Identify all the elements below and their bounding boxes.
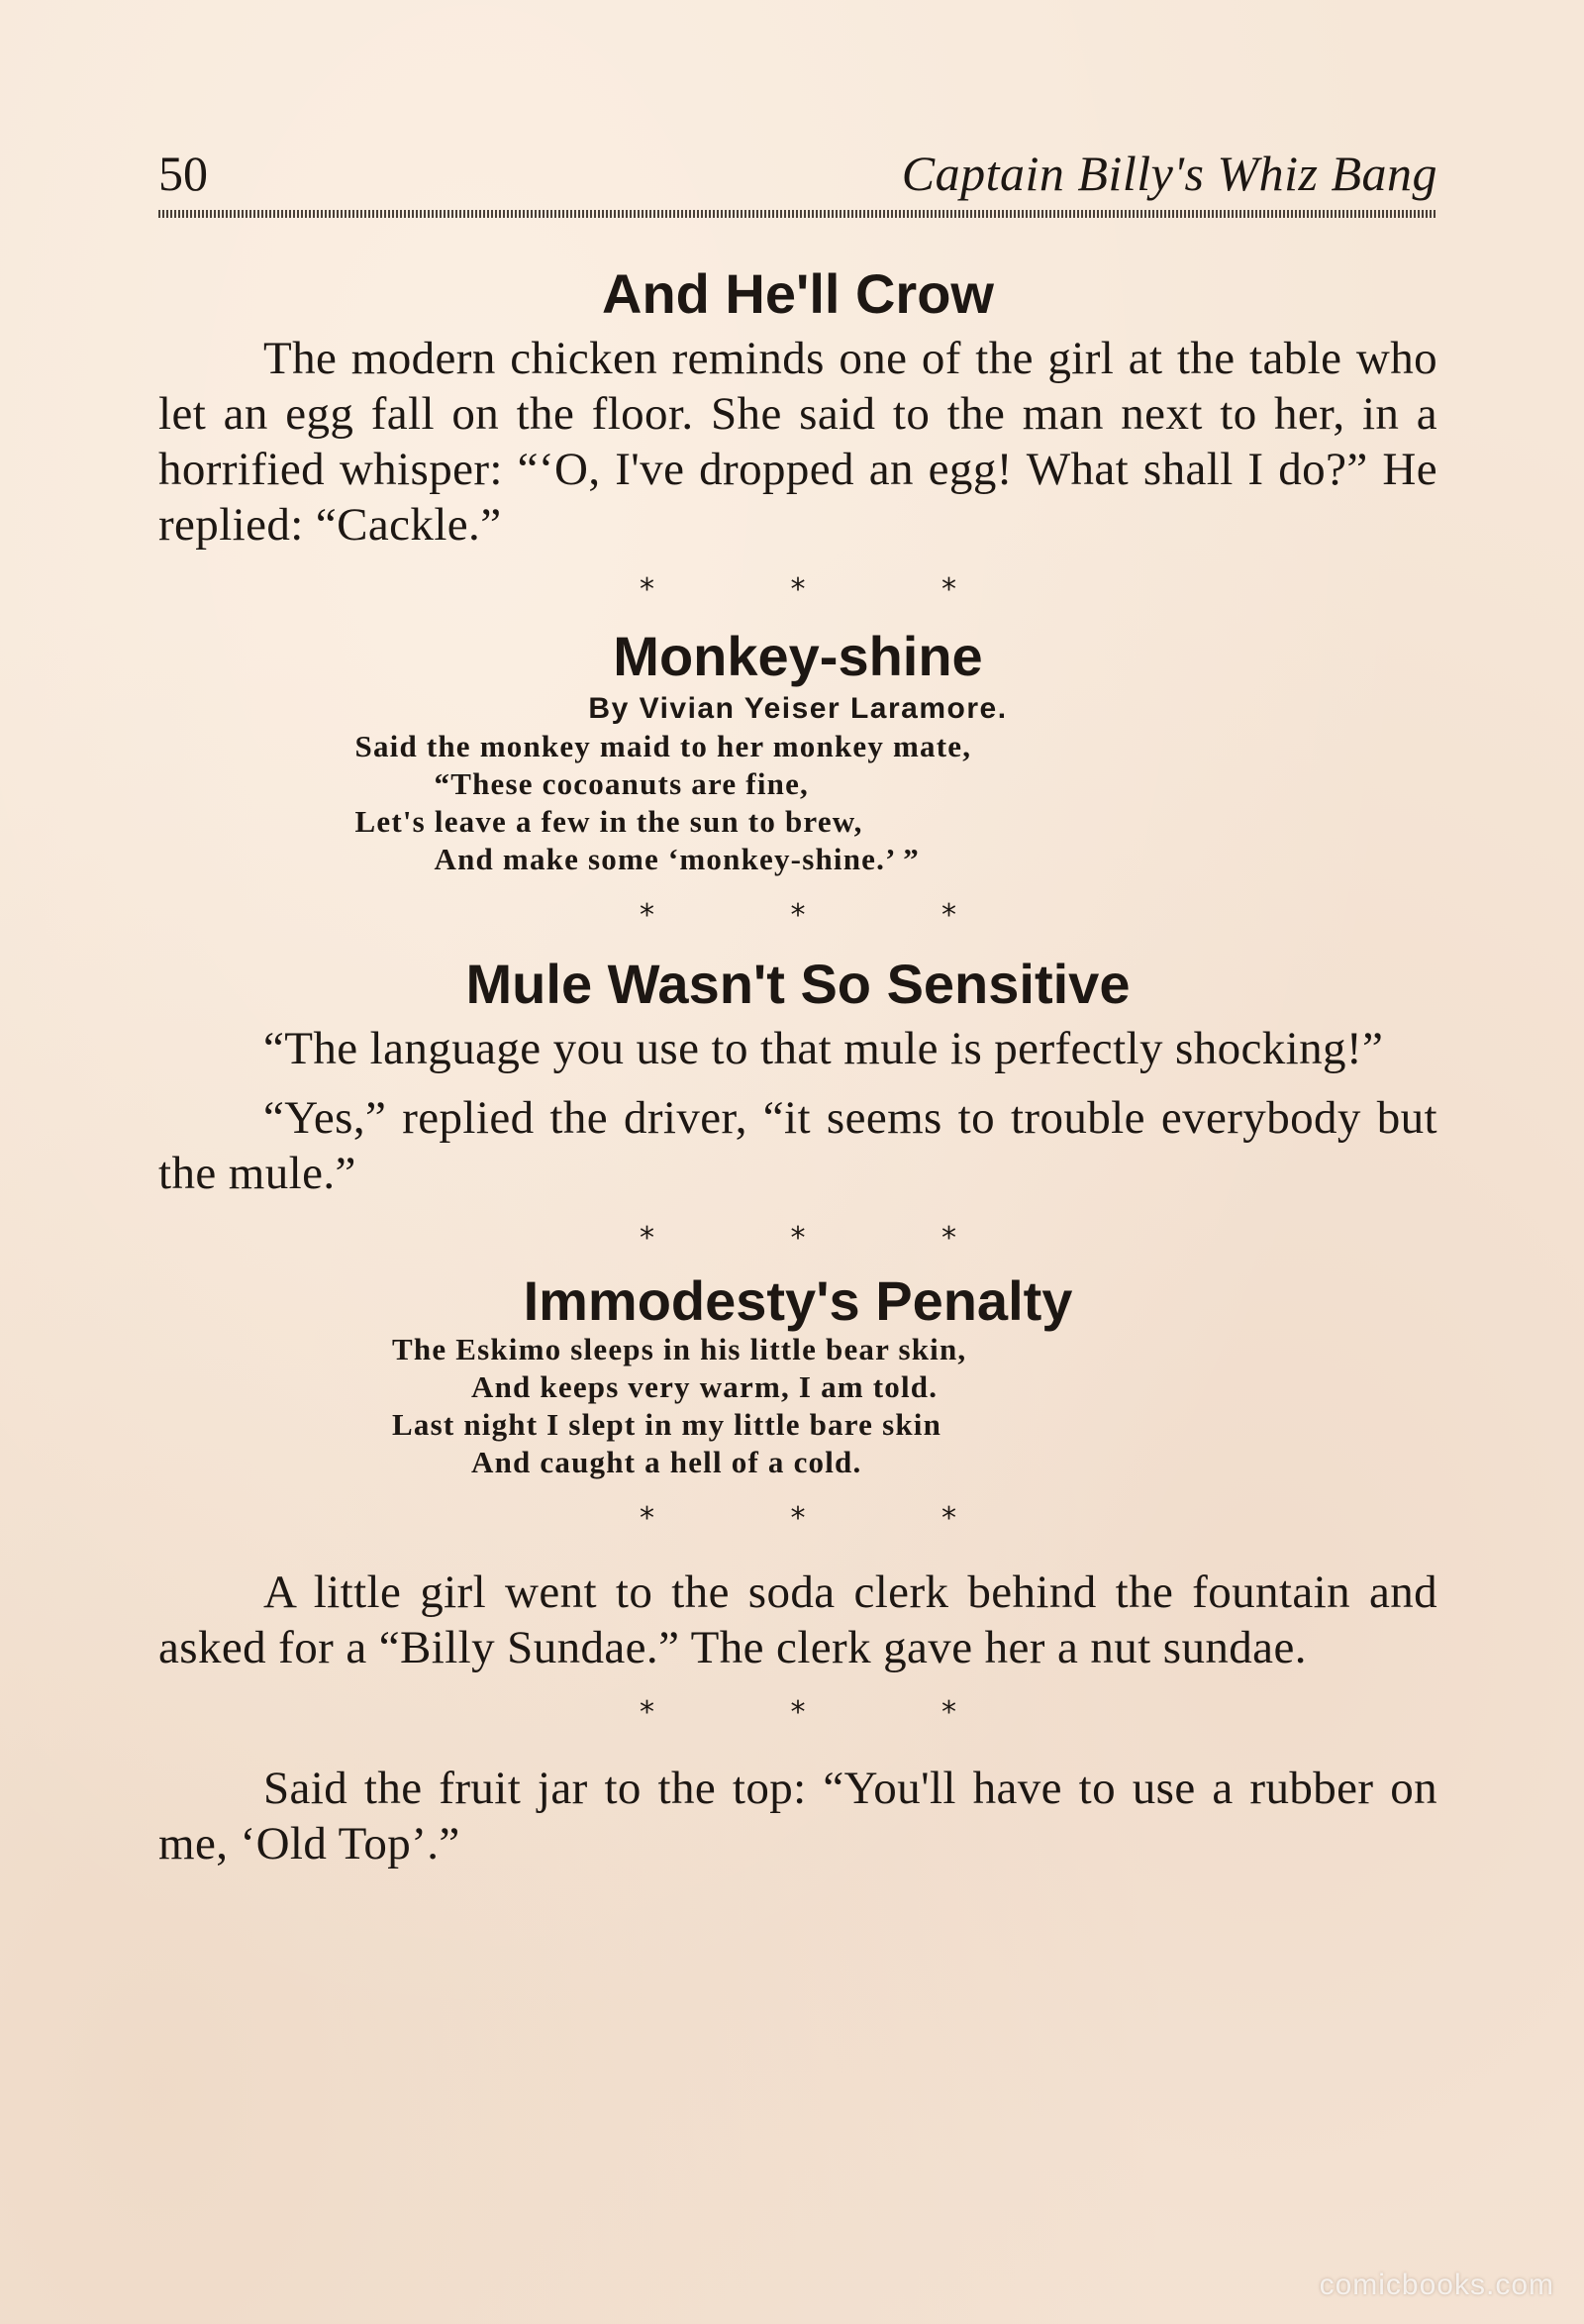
poem-line: “These cocoanuts are fine,	[434, 766, 809, 802]
poem-line: And caught a hell of a cold.	[471, 1445, 862, 1480]
section-separator: * * *	[639, 1220, 1021, 1256]
article-body-mule-1: “The language you use to that mule is perfectly shocking!”	[263, 1022, 1384, 1074]
poem-immodesty	[392, 1331, 1204, 1481]
section-separator: * * *	[639, 898, 1021, 934]
section-separator: * * *	[639, 1501, 1021, 1537]
article-title-crow: And He'll Crow	[602, 262, 994, 325]
watermark: comicbooks.com	[1319, 2269, 1554, 2301]
poem-line: And make some ‘monkey-shine.’ ”	[434, 842, 920, 877]
poem-line: And keeps very warm, I am told.	[471, 1369, 939, 1405]
section-separator: * * *	[639, 1695, 1021, 1731]
article-body-mule-2: “Yes,” replied the driver, “it seems to trouble everybody but the mule.”	[158, 1091, 1437, 1199]
poem-line: Last night I slept in my little bare skin	[392, 1407, 942, 1443]
section-separator: * * *	[639, 571, 1021, 607]
header-rule	[158, 210, 1437, 218]
page-number: 50	[158, 146, 208, 201]
magazine-page	[158, 146, 1437, 1871]
poem-line: The Eskimo sleeps in his little bear skin,	[392, 1332, 967, 1367]
magazine-title: Captain Billy's Whiz Bang	[901, 146, 1437, 201]
article-title-immodesty: Immodesty's Penalty	[523, 1268, 1073, 1332]
poem-monkey	[355, 728, 1241, 878]
article-body-fruit-jar: Said the fruit jar to the top: “You'll have to use a rubber on me, ‘Old Top’.”	[158, 1763, 1437, 1870]
article-title-monkey: Monkey-shine	[613, 624, 983, 687]
poem-line: Said the monkey maid to her monkey mate,	[354, 729, 972, 764]
article-body-crow: The modern chicken reminds one of the girl at the table who let an egg fall on the floor. She said to the man next to her, in a horrified whisper: “‘O, I've dropped an egg! What shall I do?” He replied: “Cackle.”	[158, 332, 1437, 551]
author-byline: By Vivian Yeiser Laramore.	[588, 692, 1008, 726]
running-head	[158, 146, 1437, 208]
article-title-mule: Mule Wasn't So Sensitive	[465, 953, 1131, 1016]
poem-line: Let's leave a few in the sun to brew,	[354, 804, 863, 840]
article-body-sundae: A little girl went to the soda clerk behind the fountain and asked for a “Billy Sundae.” The clerk gave her a nut sundae.	[158, 1566, 1437, 1674]
